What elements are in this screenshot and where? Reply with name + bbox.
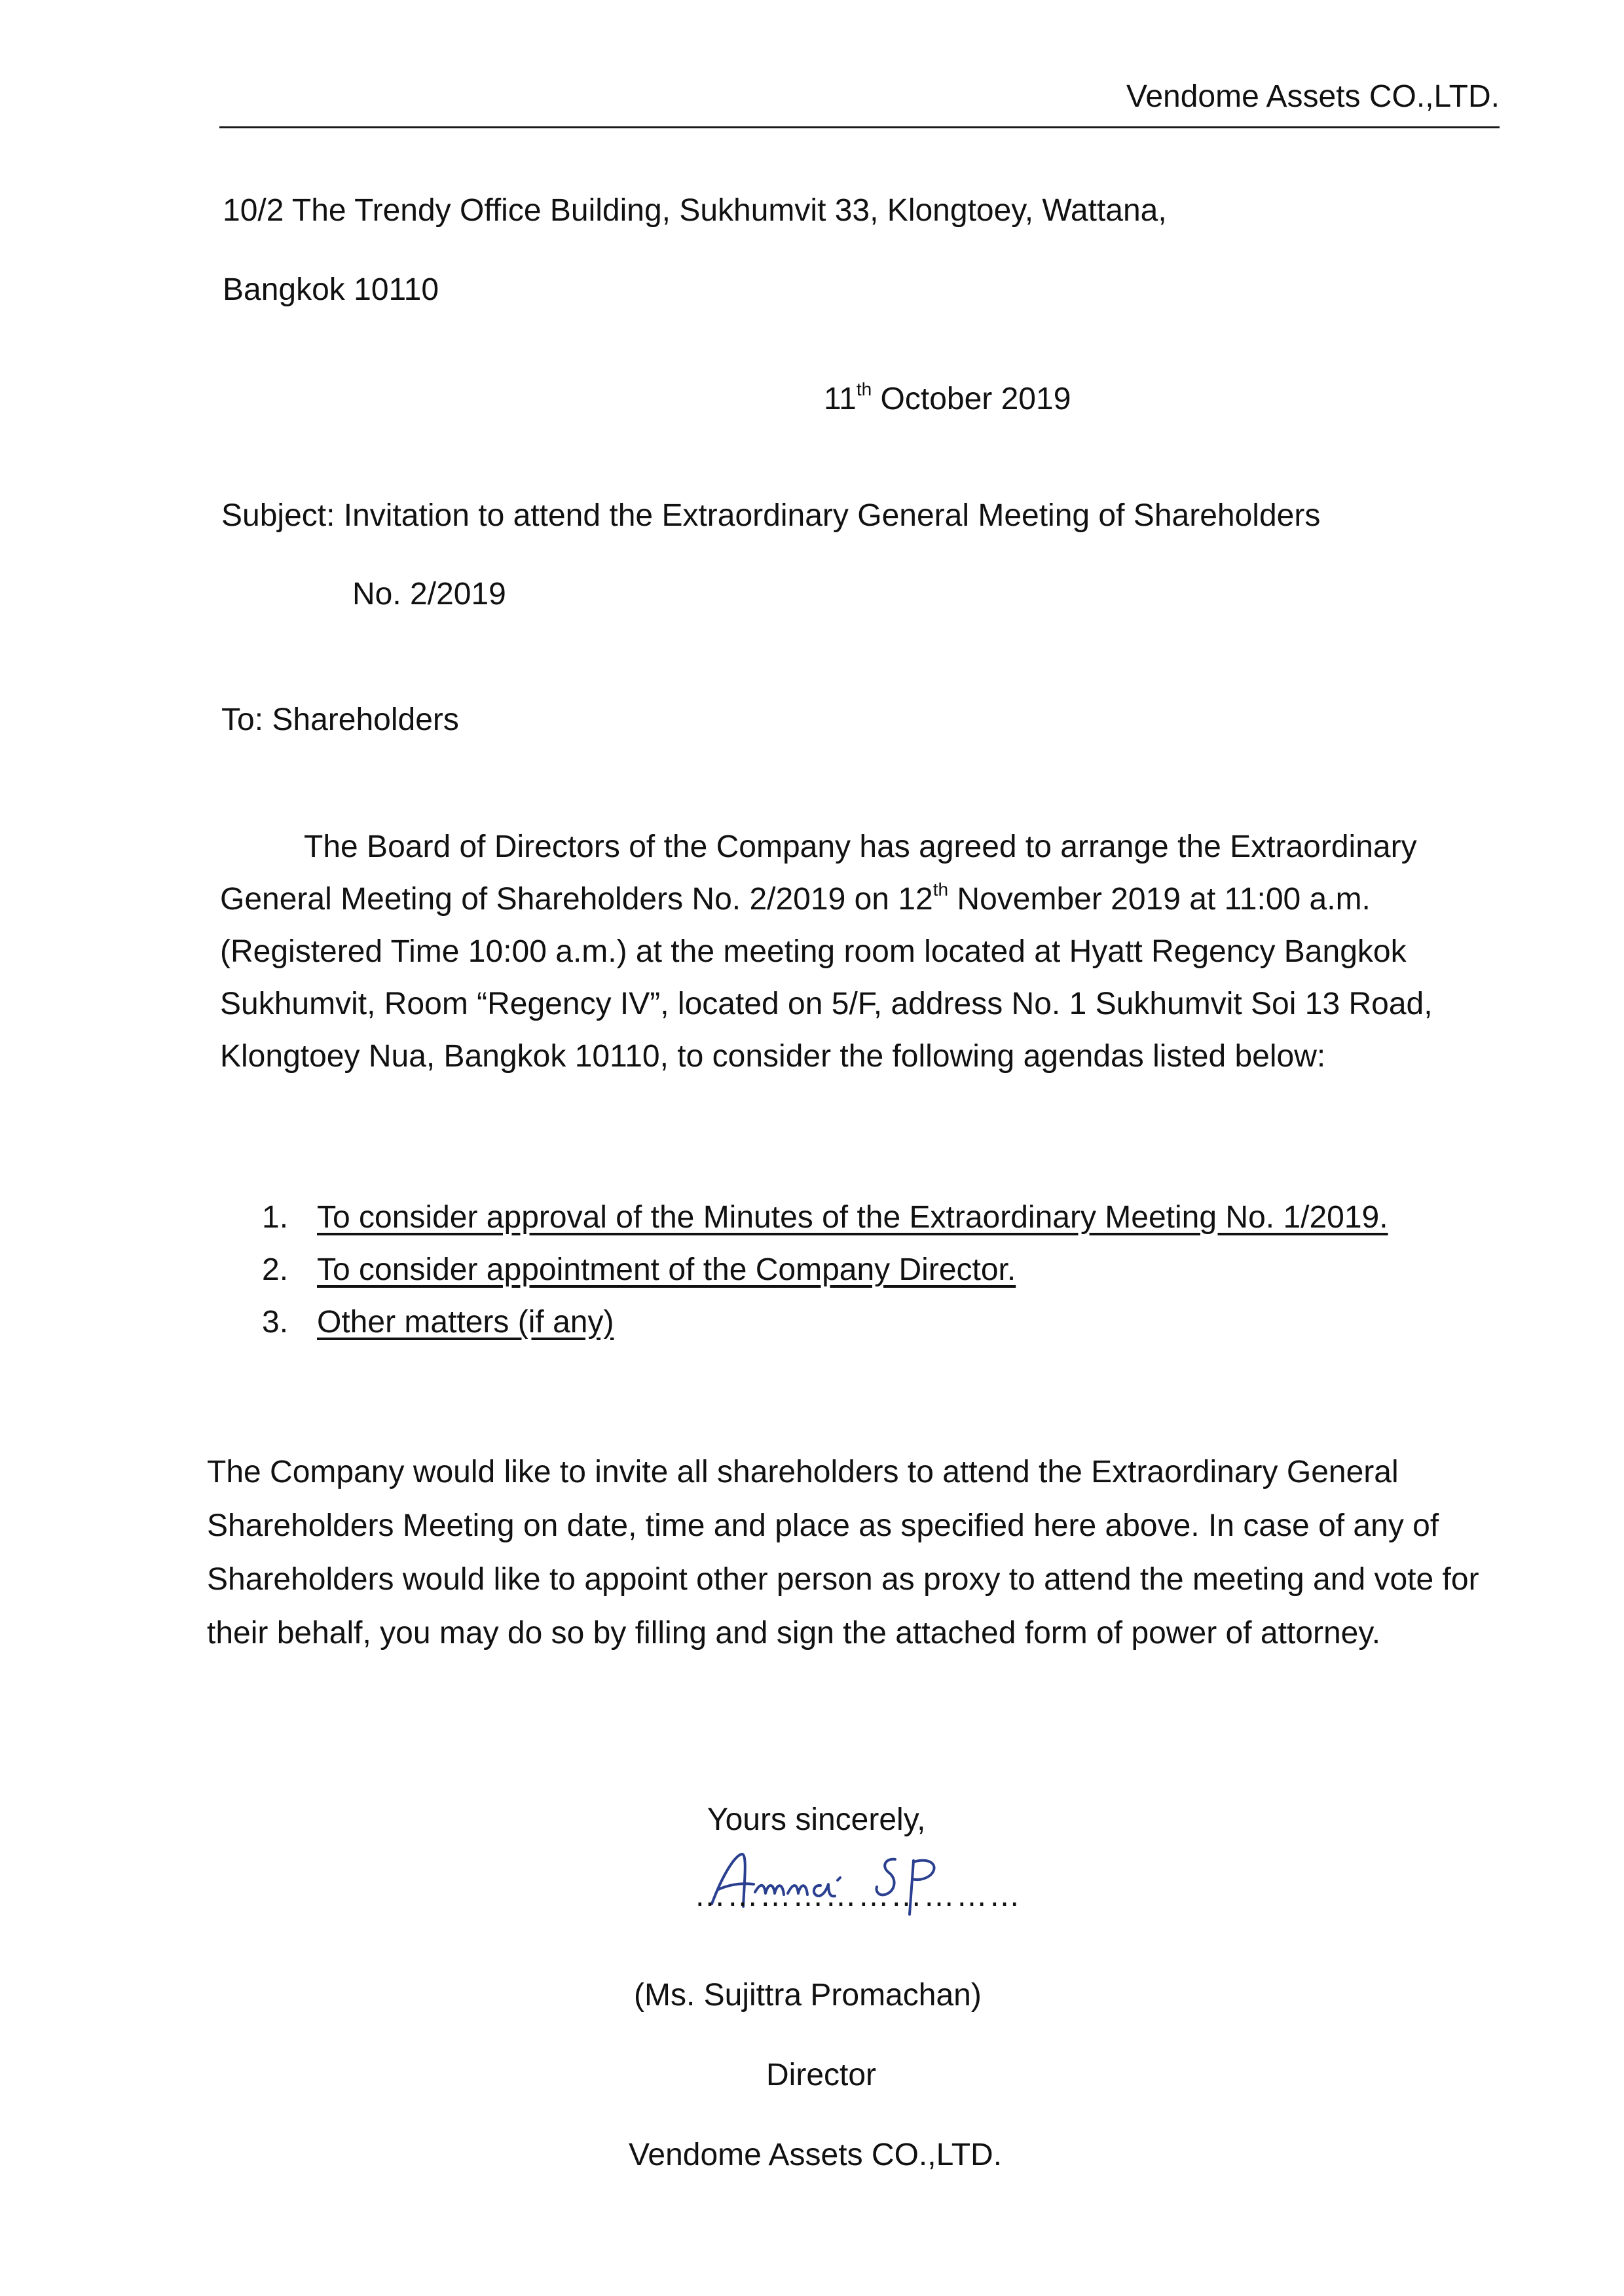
agenda-text: To consider approval of the Minutes of the Extraordinary Meeting No. 1/2019. — [317, 1200, 1388, 1235]
agenda-text: To consider appointment of the Company Director. — [317, 1252, 1016, 1287]
header-company: Vendome Assets CO.,LTD. — [1126, 79, 1500, 114]
agenda-text: Other matters (if any) — [317, 1305, 614, 1339]
agenda-item — [262, 1244, 1480, 1296]
agenda-item — [262, 1192, 1480, 1244]
date-day: 11 — [824, 382, 857, 416]
signature-dotted-line: ………………………… — [694, 1878, 1022, 1913]
subject-line-1: Subject: Invitation to attend the Extraordinary General Meeting of Shareholders — [221, 498, 1321, 533]
signer-name: (Ms. Sujittra Promachan) — [634, 1978, 982, 2013]
agenda-number: 2. — [262, 1252, 289, 1287]
recipient-line: To: Shareholders — [221, 702, 459, 737]
closing-salutation: Yours sincerely, — [707, 1802, 926, 1837]
signer-company: Vendome Assets CO.,LTD. — [629, 2138, 1003, 2172]
body-part-2: November 2019 at 11:00 a.m. (Registered Time 10:00 a.m.) at the meeting room located at Hyatt Regency Bangkok Sukhumvit, Room “Regency IV”, located on 5/F, address No. 1 Sukhumvit Soi 13 Road, Klongtoey Nua, Bangkok 10110, to consider the following agendas listed below: — [220, 882, 1433, 1074]
subject-line-2: No. 2/2019 — [352, 577, 506, 611]
date-suffix: th — [856, 379, 872, 399]
header-rule — [219, 126, 1500, 128]
body-sup: th — [932, 879, 949, 900]
agenda-item — [262, 1296, 1480, 1349]
body-paragraph — [220, 821, 1490, 1083]
body-part-1: The Board of Directors of the Company has agreed to arrange the Extraordinary General Meeting of Shareholders No. 2/2019 on 12 — [220, 829, 1417, 917]
agenda-number: 1. — [262, 1200, 289, 1235]
date-rest: October 2019 — [880, 382, 1071, 416]
signer-title: Director — [766, 2058, 877, 2092]
letter-date — [824, 380, 1071, 419]
invitation-paragraph: The Company would like to invite all shareholders to attend the Extraordinary General Shareholders Meeting on date, time and place as specified here above. In case of any of Shareholders would like to appoint other person as proxy to attend the meeting and vote for their behalf, you may do so by filling and sign the attached form of power of attorney. — [207, 1455, 1479, 1650]
address-line-1: 10/2 The Trendy Office Building, Sukhumvit 33, Klongtoey, Wattana, — [223, 193, 1167, 228]
agenda-number: 3. — [262, 1305, 289, 1339]
agenda-list — [262, 1192, 1480, 1349]
address-line-2: Bangkok 10110 — [223, 272, 439, 307]
